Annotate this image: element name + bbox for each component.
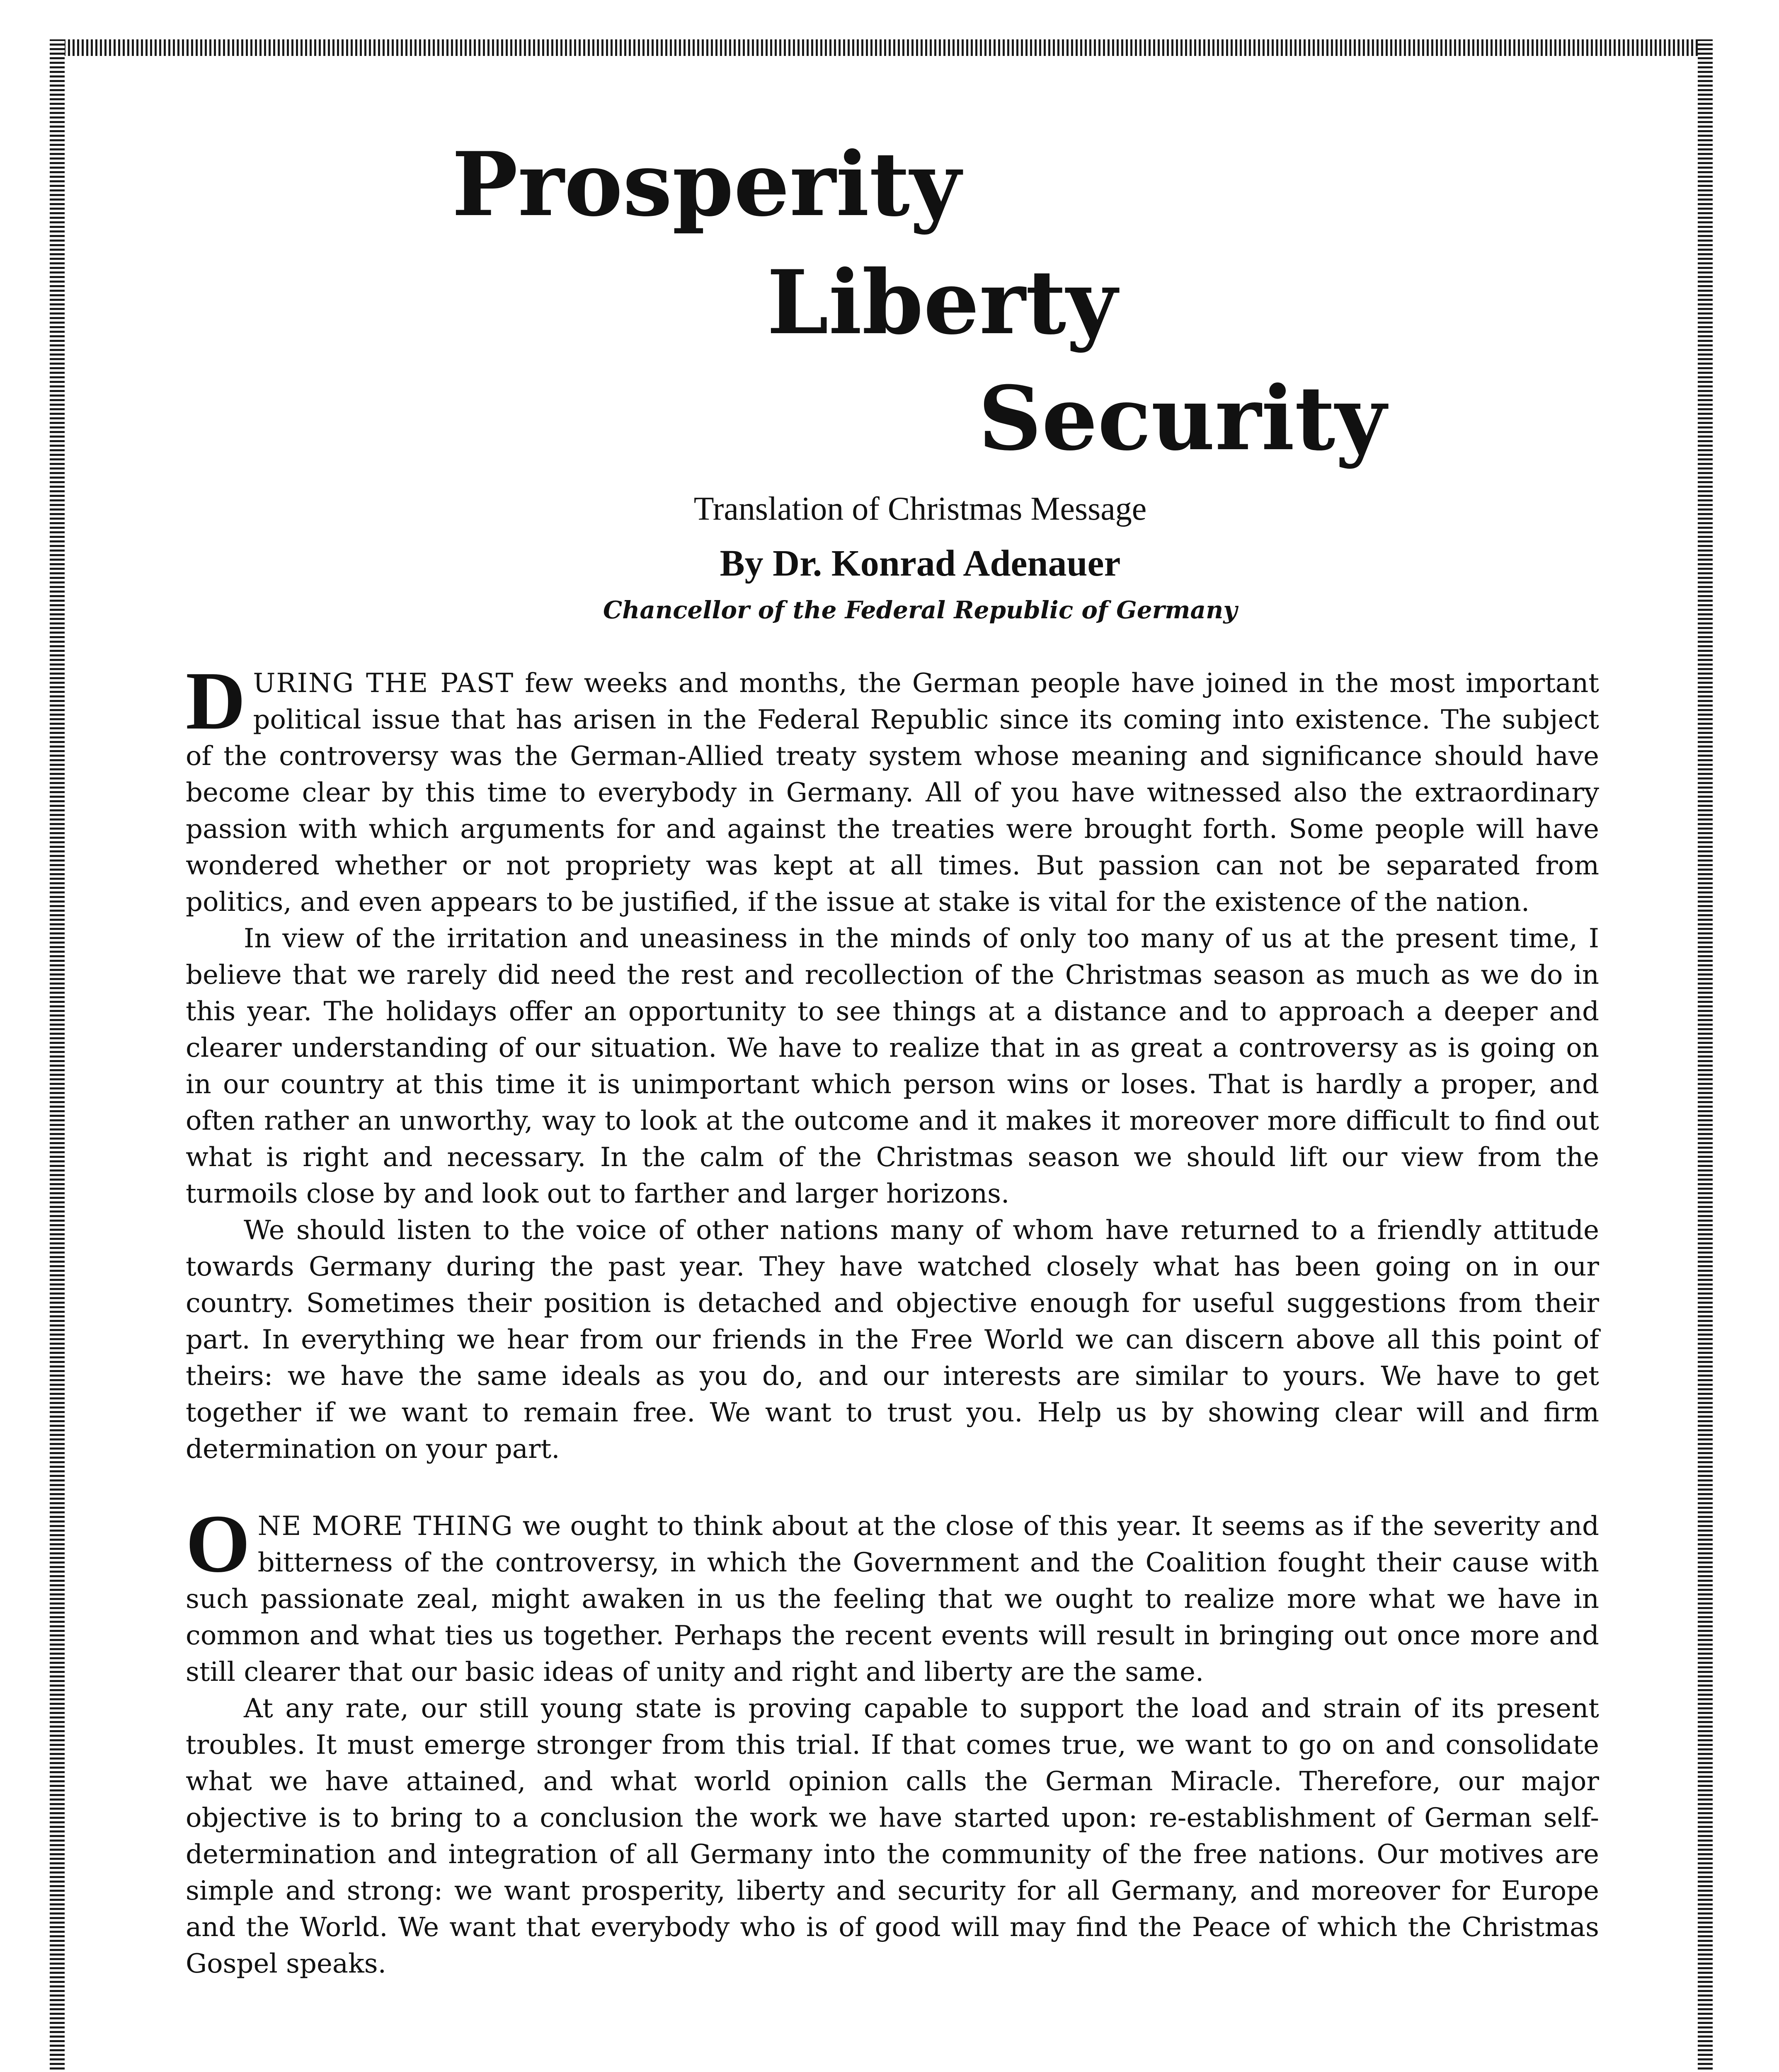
title-line-liberty: Liberty <box>767 251 1117 354</box>
article-body <box>186 655 1600 1982</box>
frame-border-left <box>50 39 65 2072</box>
lead-in-caps: URING THE PAST <box>253 668 514 699</box>
paragraph-4 <box>186 1498 1600 1690</box>
paragraph-text: few weeks and months, the German people have joined in the most important political issue that has arisen in the Federal Republic since its coming into existence. The subject of the controversy was the German-Allied treaty system whose meaning and significance should have become clear by this time to everybody in Germany. All of you have witnessed also the extraordinary passion with which arguments for and against the treaties were brought forth. Some people will have wondered whether or not propriety was kept at all times. But passion can not be separated from politics, and even appears to be justified, if the issue at stake is vital for the existence of the nation. <box>186 668 1600 917</box>
byline: By Dr. Konrad Adenauer <box>720 543 1121 584</box>
lead-in-caps: NE MORE THING <box>257 1511 514 1542</box>
paragraph-1 <box>186 655 1600 920</box>
paragraph-3: We should listen to the voice of other nations many of whom have returned to a friendly attitude towards Germany during the past year. They have watched closely what has been going on in our country. Sometimes their position is detached and objective enough for useful suggestions from their part. In everything we hear from our friends in the Free World we can discern above all this point of theirs: we have the same ideals as you do, and our interests are similar to yours. We have to get together if we want to remain free. We want to trust you. Help us by showing clear will and firm determination on your part. <box>186 1215 1599 1464</box>
author-affiliation: Chancellor of the Federal Republic of Germany <box>603 596 1237 624</box>
frame-border-right <box>1698 39 1713 2072</box>
paragraph-text: we ought to think about at the close of this year. It seems as if the severity and bitterness of the controversy, in which the Government and the Coalition fought their cause with such passionate zeal, might awaken in us the feeling that we ought to realize more what we have in common and what ties us together. Perhaps the recent events will result in bringing out once more and still clearer that our basic ideas of unity and right and liberty are the same. <box>186 1511 1600 1687</box>
paragraph-2: In view of the irritation and uneasiness in the minds of only too many of us at the present time, I believe that we rarely did need the rest and recollection of the Christmas season as much as we do in this year. The holidays offer an opportunity to see things at a distance and to approach a deeper and clearer understanding of our situation. We have to realize that in as great a controversy as is going on in our country at this time it is unimportant which person wins or loses. That is hardly a proper, and often rather an unworthy, way to look at the outcome and it makes it moreover more difficult to find out what is right and necessary. In the calm of the Christmas season we should lift our view from the turmoils close by and look out to farther and larger horizons. <box>186 923 1599 1209</box>
subtitle: Translation of Christmas Message <box>693 491 1147 527</box>
drop-cap-d: D <box>186 655 246 747</box>
title-line-prosperity: Prosperity <box>452 133 961 236</box>
frame-border-top <box>50 39 1713 56</box>
title-line-security: Security <box>978 367 1386 470</box>
paragraph-5: At any rate, our still young state is proving capable to support the load and strain of its present troubles. It must emerge stronger from this trial. If that comes true, we want to go on and consolidate what we have attained, and what world opinion calls the German Miracle. Therefore, our major objective is to bring to a conclusion the work we have started upon: re-establishment of German self-determination and integration of all Germany into the community of the free nations. Our motives are simple and strong: we want prosperity, liberty and security for all Germany, and moreover for Europe and the World. We want that everybody who is of good will may find the Peace of which the Christmas Gospel speaks. <box>186 1693 1599 1979</box>
drop-cap-o: O <box>186 1498 250 1590</box>
